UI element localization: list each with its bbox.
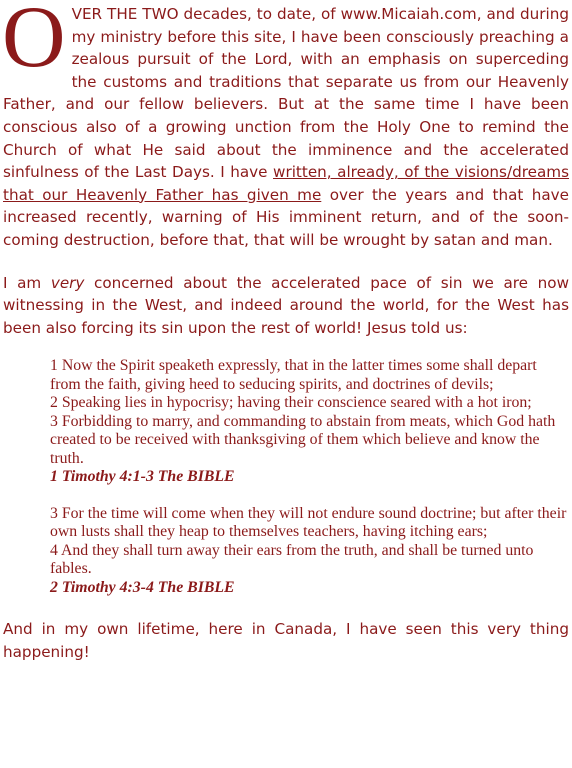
intro-text-tail: over the years and that have increased recently, warning of His imminent return, and of the soon-coming destruction, before that, that will be wrought by satan and man. — [3, 185, 569, 249]
scripture-quote-1 — [50, 357, 569, 487]
closing-paragraph: And in my own lifetime, here in Canada, I have seen this very thing happening! — [3, 620, 569, 661]
emphasis-very: very — [50, 273, 85, 292]
scripture-quote-2 — [50, 505, 569, 598]
scripture-citation: 1 Timothy 4:1-3 The BIBLE — [50, 468, 235, 486]
concern-text-tail: concerned about the accelerated pace of sin we are now witnessing in the West, and indeed around the world, for the West has been also forcing its sin upon the rest of world! Jesus told us: — [3, 273, 569, 337]
verse: 2 Speaking lies in hypocrisy; having their conscience seared with a hot iron; — [50, 394, 532, 412]
drop-cap: O — [2, 0, 66, 86]
verse: 1 Now the Spirit speaketh expressly, that in the latter times some shall depart from the faith, giving heed to seducing spirits, and doctrines of devils; — [50, 357, 537, 393]
concern-paragraph — [3, 272, 569, 340]
intro-text: VER THE TWO decades, to date, of www.Micaiah.com, and during my ministry before this site, I have been consciously preaching a zealous pursuit of the Lord, with an emphasis on superceding the customs and traditions that separate us from our Heavenly Father, and our fellow believers. But at the same time I have been conscious also of a growing unction from the Holy One to remind the Church of what He said about the imminence and the accelerated sinfulness of the Last Days. I have — [3, 5, 569, 182]
visions-link[interactable]: written, already, of the visions/dreams that our Heavenly Father has given me — [3, 163, 569, 204]
verse: 3 Forbidding to marry, and commanding to abstain from meats, which God hath created to be received with thanksgiving of them which believe and know the truth. — [50, 412, 556, 467]
article-body — [2, 0, 569, 664]
concern-text: I am — [3, 273, 51, 292]
verse: 3 For the time will come when they will not endure sound doctrine; but after their own lusts shall they heap to themselves teachers, having itching ears; — [50, 504, 567, 541]
scripture-citation: 2 Timothy 4:3-4 The BIBLE — [50, 578, 235, 596]
verse: 4 And they shall turn away their ears from the truth, and shall be turned unto fables. — [50, 541, 534, 578]
intro-paragraph — [2, 0, 569, 252]
